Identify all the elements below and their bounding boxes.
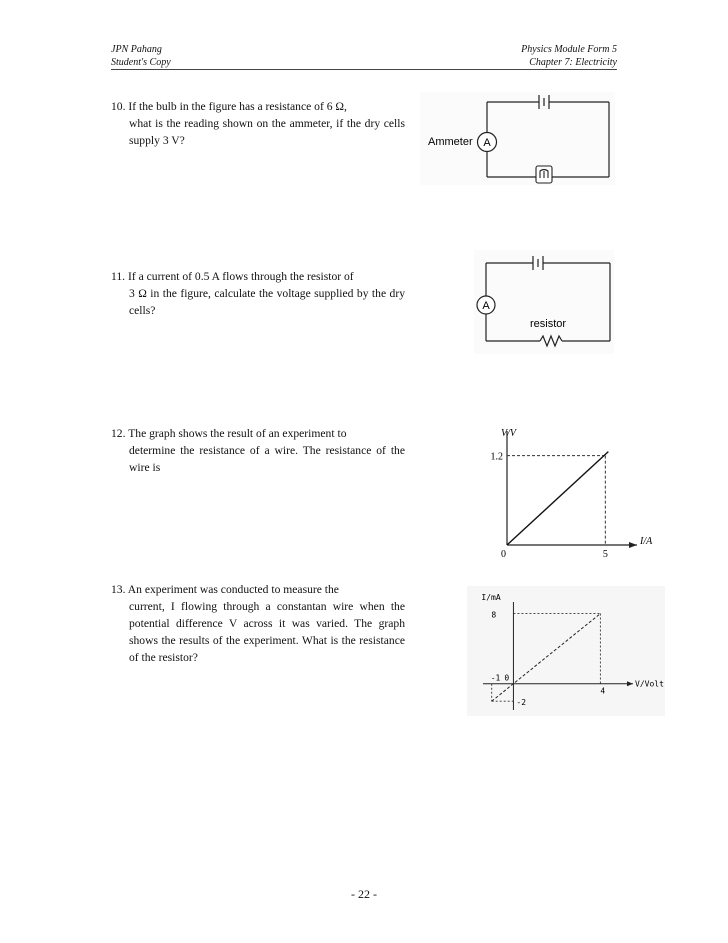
- y-axis-label: I/mA: [481, 593, 501, 602]
- ammeter-symbol: [478, 133, 497, 152]
- bulb-icon: [536, 166, 552, 183]
- header-copy-type: Student's Copy: [111, 57, 171, 68]
- resistor-label: resistor: [530, 318, 567, 330]
- origin-label: 0: [501, 549, 506, 560]
- question-13: [111, 581, 405, 666]
- series-line: [492, 614, 601, 702]
- question-10: [111, 98, 405, 149]
- question-text-first: An experiment was conducted to measure the: [127, 583, 339, 596]
- graph-current-voltage: [467, 586, 665, 716]
- question-number: 13.: [111, 583, 126, 596]
- question-text-rest: current, I flowing through a constantan wire when the potential difference V across it was varied. The graph shows the results of the experiment. What is the resistance of the resistor?: [129, 600, 405, 664]
- question-text-first: The graph shows the result of an experiment to: [128, 427, 347, 440]
- header-right: [521, 43, 617, 69]
- origin-label: 0: [504, 673, 510, 683]
- question-11: [111, 268, 405, 319]
- question-text-rest: determine the resistance of a wire. The resistance of the wire is: [129, 444, 405, 474]
- ammeter-label: Ammeter: [428, 136, 473, 148]
- series-line: [507, 452, 608, 545]
- graph-voltage-current: [474, 424, 653, 564]
- question-number: 10.: [111, 100, 126, 113]
- question-number: 12.: [111, 427, 126, 440]
- x-tick-label-right: 4: [600, 686, 606, 696]
- question-text-rest: what is the reading shown on the ammeter, if the dry cells supply 3 V?: [129, 117, 405, 147]
- x-axis-label: I/A: [640, 536, 653, 547]
- ammeter-meter-letter: A: [482, 300, 490, 312]
- circuit-figure-ammeter-resistor: [474, 250, 614, 354]
- y-tick-label-bottom: -2: [516, 698, 527, 708]
- header-rule: [111, 69, 617, 70]
- question-12: [111, 425, 405, 476]
- x-axis-arrow: [627, 681, 633, 686]
- y-axis-label: V/V: [501, 428, 516, 439]
- question-text-rest: 3 Ω in the figure, calculate the voltage supplied by the dry cells?: [129, 287, 405, 317]
- y-tick-label-top: 8: [491, 610, 497, 620]
- ammeter-meter-letter: A: [483, 137, 491, 149]
- x-axis-arrow: [629, 542, 637, 548]
- page-number: - 22 -: [351, 887, 377, 901]
- header-module: Physics Module Form 5: [521, 44, 617, 55]
- question-text-first: If a current of 0.5 A flows through the resistor of: [127, 270, 354, 283]
- x-tick-label-left: -1: [490, 673, 501, 683]
- x-axis-label: V/Volt: [635, 679, 664, 689]
- header-chapter: Chapter 7: Electricity: [529, 57, 617, 68]
- ammeter-symbol: [477, 296, 495, 314]
- y-tick-label: 1.2: [490, 451, 503, 463]
- x-tick-label: 5: [602, 549, 608, 560]
- resistor-zigzag: [540, 336, 562, 346]
- header-school: JPN Pahang: [111, 44, 162, 55]
- circuit-figure-ammeter-bulb: [420, 92, 615, 185]
- header-left: [111, 43, 171, 69]
- question-number: 11.: [111, 270, 126, 283]
- question-text-first: If the bulb in the figure has a resistance of 6 Ω,: [128, 100, 347, 113]
